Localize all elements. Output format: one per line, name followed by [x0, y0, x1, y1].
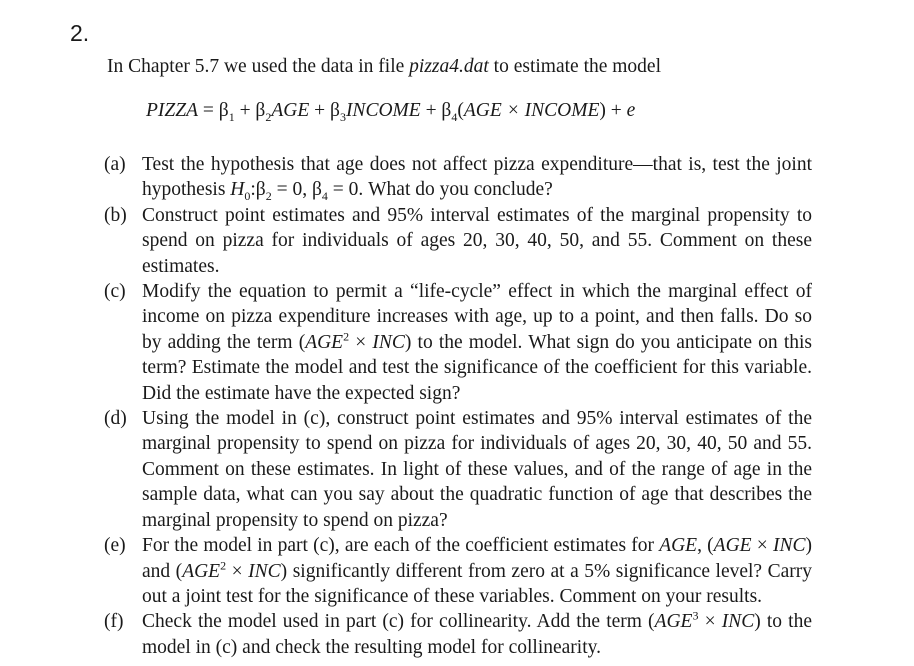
eq-sub4: 4 — [451, 109, 458, 124]
part-a-t1: Test the hypothesis that age does not affect pizza expenditure—that is, test the joint hypothesis — [142, 154, 812, 201]
part-e-t2: , ( — [697, 535, 714, 557]
eq-equals: = β — [198, 100, 229, 121]
part-a-h0: H — [230, 179, 245, 201]
part-e-t3: ) and ( — [142, 535, 812, 582]
part-a-label: (a) — [104, 154, 126, 175]
part-a-t2: :β — [250, 179, 266, 201]
part-a-t4: = 0. What do you conclude? — [327, 179, 553, 201]
part-d-label: (d) — [104, 408, 127, 430]
intro-before: In Chapter 5.7 we used the data in file — [107, 56, 410, 77]
part-f-sup: 3 — [692, 608, 699, 623]
part-d-text: Using the model in (c), construct point estimates and 95% interval estimates of the marginal propensity to spend on pizza for individuals of ages 20, 30, 40, 50 and 55. Comment on these estimates. In light of these values, and of the range of age in the sample data, what can you say about the quadratic function of age that describes the marginal propensity to spend on pizza? — [142, 408, 812, 531]
part-c-label: (c) — [104, 281, 126, 303]
eq-age: AGE — [271, 100, 310, 121]
part-b-label: (b) — [104, 204, 127, 226]
part-b — [104, 203, 812, 279]
part-c — [104, 279, 812, 406]
part-e-age2: AGE — [713, 535, 752, 557]
intro-text — [107, 56, 661, 78]
eq-plus3: + β — [420, 100, 452, 121]
part-e-age1: AGE — [659, 535, 698, 557]
part-c-t1: Modify the equation to permit a “life-cycle” effect in which the marginal effect of income on pizza expenditure increases with age, up to a point, and then falls. Do so by adding the term ( — [142, 281, 812, 353]
part-e-t1: For the model in part (c), are each of the coefficient estimates for — [142, 535, 660, 557]
eq-lhs: PIZZA — [146, 100, 199, 121]
part-a-sub4: 4 — [321, 189, 328, 204]
part-e-t4: ) significantly different from zero at a 5% significance level? Carry out a joint test for the significance of these variables. Comment on your results. — [142, 560, 813, 607]
part-d — [104, 406, 812, 533]
part-f-text — [142, 609, 812, 660]
part-e-inc2: INC — [248, 560, 281, 582]
eq-income: INCOME — [345, 100, 421, 121]
part-c-sup: 2 — [343, 329, 350, 344]
eq-interaction: AGE × INCOME — [463, 100, 600, 121]
part-e — [104, 533, 812, 609]
part-b-text: Construct point estimates and 95% interval estimates of the marginal propensity to spend on pizza for individuals of ages 20, 30, 40, 50, and 55. Comment on these estimates. — [142, 204, 812, 277]
part-f-t2: ) to the model in (c) and check the resulting model for collinearity. — [142, 611, 813, 658]
part-f-times: × — [698, 611, 722, 633]
eq-open: ( — [457, 100, 464, 121]
part-f-age: AGE — [654, 611, 693, 633]
eq-sub1: 1 — [228, 109, 235, 124]
eq-sub2: 2 — [265, 109, 272, 124]
part-e-label: (e) — [104, 535, 126, 557]
part-c-inc: INC — [372, 331, 405, 353]
file-name: pizza4.dat — [409, 56, 489, 77]
part-a-t3: = 0, β — [271, 179, 322, 201]
part-a-h0-sub: 0 — [244, 189, 251, 204]
part-c-age: AGE — [305, 331, 344, 353]
part-f-t1: Check the model used in part (c) for collinearity. Add the term ( — [142, 611, 655, 633]
part-e-times1: × — [751, 535, 773, 557]
question-parts — [104, 152, 812, 660]
part-e-sup: 2 — [220, 558, 227, 572]
part-f-inc: INC — [721, 611, 755, 633]
part-a-text — [142, 152, 812, 203]
part-e-times2: × — [226, 560, 249, 582]
intro-after: to estimate the model — [488, 56, 662, 77]
part-c-t2: ) to the model. What sign do you anticipate on this term? Estimate the model and test the significance of the coefficient for this variable. Did the estimate have the expected sign? — [142, 331, 812, 404]
part-a-sub2: 2 — [265, 189, 272, 204]
part-e-age3: AGE — [182, 560, 221, 582]
eq-error: e — [626, 100, 636, 121]
model-equation — [146, 100, 635, 122]
part-c-times: × — [349, 331, 373, 353]
eq-close: ) + — [599, 100, 627, 121]
eq-plus1: + β — [234, 100, 266, 121]
part-a — [104, 152, 812, 203]
part-f — [104, 609, 812, 660]
part-e-inc1: INC — [772, 535, 806, 557]
eq-sub3: 3 — [339, 109, 346, 124]
part-f-label: (f) — [104, 611, 124, 633]
question-number: 2. — [70, 20, 90, 46]
part-c-text — [142, 279, 812, 406]
part-e-text — [142, 533, 812, 609]
eq-plus2: + β — [309, 100, 340, 121]
